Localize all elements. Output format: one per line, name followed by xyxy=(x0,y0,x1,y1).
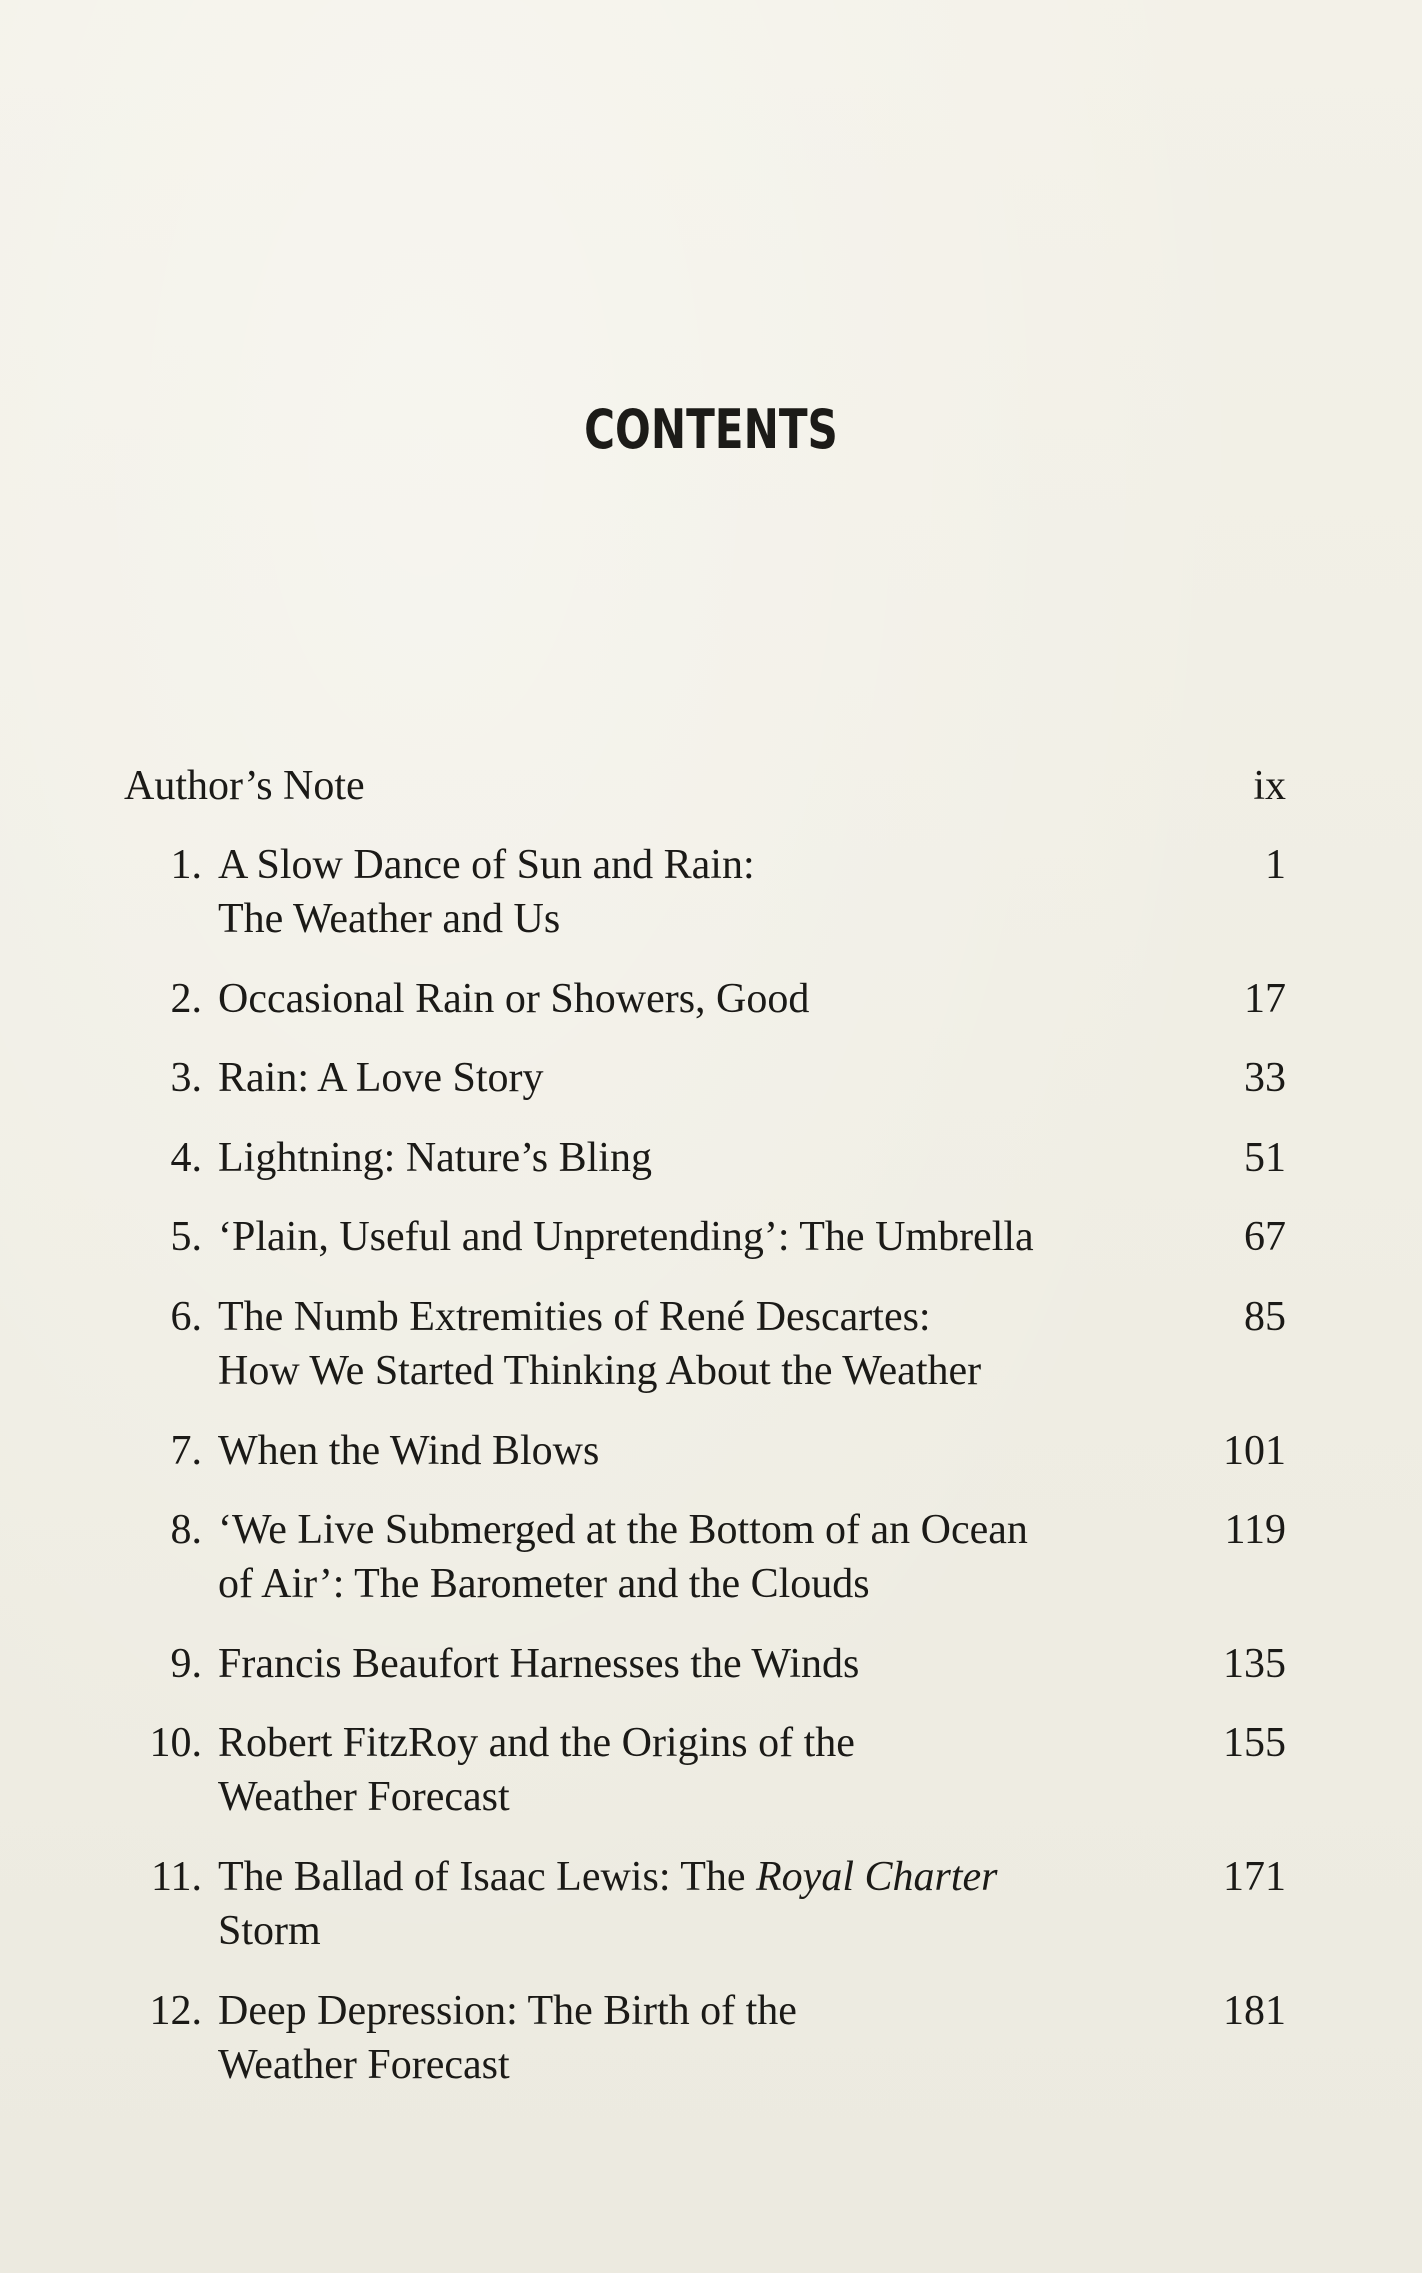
chapter-title-line1: Occasional Rain or Showers, Good xyxy=(218,976,810,1022)
chapter-title-line1: The Numb Extremities of René Descartes: xyxy=(218,1294,931,1340)
chapter-number: 3. xyxy=(170,1055,202,1101)
chapter-title-line2: of Air’: The Barometer and the Clouds xyxy=(218,1561,870,1607)
chapter-page: 135 xyxy=(1223,1641,1286,1687)
chapter-title-line2: Storm xyxy=(218,1908,321,1954)
chapter-page: 171 xyxy=(1223,1854,1286,1900)
chapter-title-line1: Rain: A Love Story xyxy=(218,1055,544,1101)
chapter-page: 85 xyxy=(1244,1294,1286,1340)
chapter-page: 155 xyxy=(1223,1720,1286,1766)
chapter-number: 1. xyxy=(170,842,202,888)
chapter-number: 4. xyxy=(170,1135,202,1181)
chapter-number: 8. xyxy=(170,1507,202,1553)
chapter-page: 51 xyxy=(1244,1135,1286,1181)
chapter-title-line1: ‘We Live Submerged at the Bottom of an Ocean xyxy=(218,1507,1028,1553)
chapter-number: 2. xyxy=(170,976,202,1022)
chapter-page: 67 xyxy=(1244,1214,1286,1260)
chapter-number: 7. xyxy=(170,1428,202,1474)
chapter-page: 1 xyxy=(1265,842,1286,888)
chapter-number: 6. xyxy=(170,1294,202,1340)
chapter-title-line1: Robert FitzRoy and the Origins of the xyxy=(218,1720,855,1766)
chapter-number: 5. xyxy=(170,1214,202,1260)
chapter-title-line1: Lightning: Nature’s Bling xyxy=(218,1135,652,1181)
chapter-title-line2: Weather Forecast xyxy=(218,2042,510,2088)
toc-entry-page: ix xyxy=(1253,763,1286,809)
chapter-number: 11. xyxy=(151,1854,202,1900)
chapter-title-line1 xyxy=(218,1850,1158,1904)
chapter-page: 119 xyxy=(1224,1507,1286,1553)
chapter-number: 10. xyxy=(149,1720,202,1766)
chapter-title-line1: ‘Plain, Useful and Unpretending’: The Umbrella xyxy=(218,1214,1034,1260)
chapter-title-line2: The Weather and Us xyxy=(218,896,561,942)
chapter-title-plain: The Ballad of Isaac Lewis: The xyxy=(218,1854,757,1900)
chapter-title-line1: Deep Depression: The Birth of the xyxy=(218,1988,797,2034)
chapter-title-line2: How We Started Thinking About the Weather xyxy=(218,1348,982,1394)
chapter-page: 33 xyxy=(1244,1055,1286,1101)
toc-entry-title: Author’s Note xyxy=(124,763,365,809)
chapter-number: 9. xyxy=(170,1641,202,1687)
chapter-title-line1: Francis Beaufort Harnesses the Winds xyxy=(218,1641,860,1687)
chapter-number: 12. xyxy=(149,1988,202,2034)
page-title: CONTENTS xyxy=(584,398,838,461)
chapter-page: 181 xyxy=(1223,1988,1286,2034)
chapter-page: 17 xyxy=(1244,976,1286,1022)
chapter-page: 101 xyxy=(1223,1428,1286,1474)
chapter-title-line1: When the Wind Blows xyxy=(218,1428,600,1474)
chapter-title-line2: Weather Forecast xyxy=(218,1774,510,1820)
chapter-title-line1: A Slow Dance of Sun and Rain: xyxy=(218,842,755,888)
chapter-title-italic: Royal Charter xyxy=(756,1854,998,1900)
